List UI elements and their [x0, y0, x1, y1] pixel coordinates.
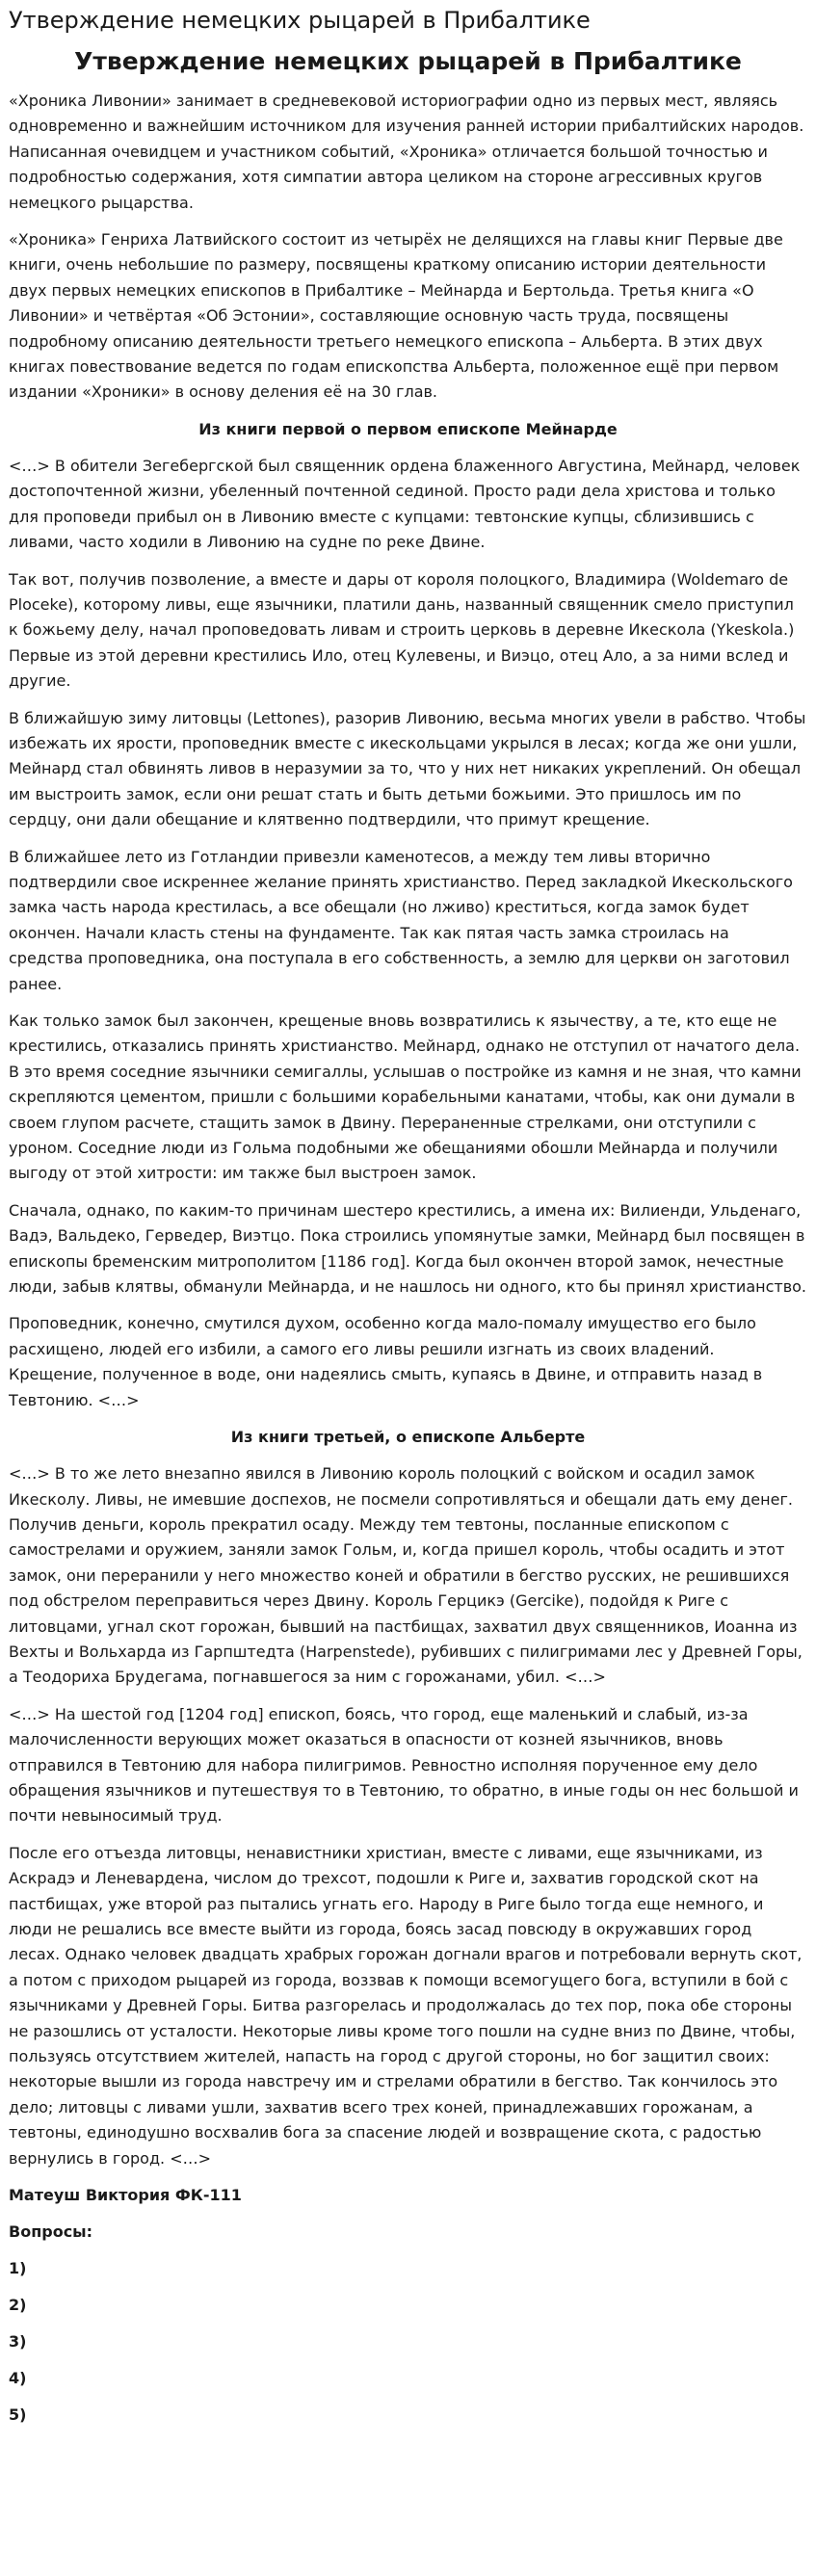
question-item: 2) [9, 2296, 27, 2315]
body-paragraph: После его отъезда литовцы, ненавистники христиан, вместе с ливами, еще язычниками, из Аскрадэ и Леневардена, числом до трехсот, подошли к Риге и, захватив городской скот на пастбищах, уже второй раз пытались угнать его. Народу в Риге было тогда еще немного, и люди не решались все вместе выйти из города, боясь засад повсюду в окружавших город лесах. Однако человек двадцать храбрых горожан догнали врагов и потребовали вернуть скот, а потом с приходом рыцарей из города, воззвав к помощи всемогущего бога, вступили в бой с язычниками у Древней Горы. Битва разгорелась и продолжалась до тех пор, пока обе стороны не разошлись от усталости. Некоторые ливы кроме того пошли на судне вниз по Двине, чтобы, пользуясь отсутствием жителей, напасть на город с другой стороны, но бог защитил своих: некоторые вышли из города навстречу им и стрелами обратили в бегство. Так кончилось это дело; литовцы с ливами ушли, захватив всего трех коней, принадлежавших горожанам, а тевтоны, единодушно восхвалив бога за спасение людей и возвращение скота, с радостью вернулись в город. <…> [9, 1843, 803, 2168]
author-line: Матеуш Виктория ФК-111 [9, 2186, 242, 2205]
section-heading-book-one: Из книги первой о первом епископе Мейнарде [198, 419, 618, 438]
body-paragraph: Сначала, однако, по каким-то причинам шестеро крестились, а имена их: Вилиенди, Ульденаго, Вадэ, Вальдеко, Герведер, Виэтцо. Пока строились упомянутые замки, Мейнард был посвящен в епископы бременским митрополитом [1186 год]. Когда был окончен второй замок, нечестные люди, забыв клятвы, обманули Мейнарда, и не нашлось ни одного, кто бы принял христианство. [9, 1200, 807, 1297]
body-paragraph: В ближайшую зиму литовцы (Lettones), разорив Ливонию, весьма многих увели в рабство. Чтобы избежать их ярости, проповедник вместе с икескольцами укрылся в лесах; когда же они ушли, Мейнард стал обвинять ливов в неразумии за то, что у них нет никаких укреплений. Он обещал им выстроить замок, если они решат стать и быть детьми божьими. Это пришлось им по сердцу, они дали обещание и клятвенно подтвердили, что примут крещение. [9, 708, 806, 829]
body-paragraph: Как только замок был закончен, крещеные вновь возвратились к язычеству, а те, кто еще не крестились, отказались принять христианство. Мейнард, однако не отступил от начатого дела. В это время соседние язычники семигаллы, услышав о постройке из камня и не зная, что камни скрепляются цементом, пришли с большими корабельными канатами, чтобы, как они думали в своем глупом расчете, стащить замок в Двину. Перераненные стрелками, они отступили с уроном. Соседние люди из Гольма подобными же обещаниями обошли Мейнарда и получили выгоду от этой хитрости: им также был выстроен замок. [9, 1012, 802, 1183]
question-item: 4) [9, 2369, 27, 2388]
question-item: 1) [9, 2259, 27, 2278]
question-item: 5) [9, 2405, 27, 2425]
window-title: Утверждение немецких рыцарей в Прибалтике [9, 7, 591, 34]
intro-paragraph: «Хроника» Генриха Латвийского состоит из четырёх не делящихся на главы книг Первые две книги, очень небольшие по размеру, посвящены краткому описанию истории деятельности двух первых немецких епископов в Прибалтике – Мейнарда и Бертольда. Третья книга «О Ливонии» и четвёртая «Об Эстонии», составляющие основную часть труда, посвящены подробному описанию деятельности третьего немецкого епископа – Альберта. В этих двух книгах повествование ведется по годам епископства Альберта, положенное ещё при первом издании «Хроники» в основу деления её на 30 глав. [9, 230, 783, 402]
body-paragraph: <…> В то же лето внезапно явился в Ливонию король полоцкий с войском и осадил замок Икесколу. Ливы, не имевшие доспехов, не посмели сопротивляться и обещали дать ему денег. Получив деньги, король прекратил осаду. Между тем тевтоны, посланные епископом с самострелами и оружием, заняли замок Гольм, и, когда пришел король, чтобы осадить и этот замок, они переранили у него множество коней и обратили в бегство русских, не решившихся под обстрелом переправиться через Двину. Король Герцикэ (Gercike), подойдя к Риге с литовцами, угнал скот горожан, бывший на пастбищах, захватил двух священников, Иоанна из Вехты и Вольхарда из Гарпштедта (Harpenstede), рубивших с пилигримами лес у Древней Горы, а Теодориха Брудегама, погнавшегося за ним с горожанами, убил. <…> [9, 1464, 803, 1687]
questions-list [9, 2256, 807, 2428]
body-paragraph: Так вот, получив позволение, а вместе и дары от короля полоцкого, Владимира (Woldemaro de Ploceke), которому ливы, еще язычники, платили дань, названный священник смело приступил к божьему делу, начал проповедовать ливам и строить церковь в деревне Икескола (Ykeskola.) Первые из этой деревни крестились Ило, отец Кулевены, и Виэцо, отец Ало, а за ними вслед и другие. [9, 569, 795, 691]
body-paragraph: <…> На шестой год [1204 год] епископ, боясь, что город, еще маленький и слабый, из-за малочисленности верующих может оказаться в опасности от козней язычников, вновь отправился в Тевтонию для набора пилигримов. Ревностно исполняя порученное ему дело обращения язычников и путешествуя то в Тевтонию, то обратно, в иные годы он нес большой и почти невыносимый труд. [9, 1704, 799, 1826]
question-item: 3) [9, 2332, 27, 2352]
body-paragraph: <…> В обители Зегебергской был священник ордена блаженного Августина, Мейнард, человек достопочтенной жизни, убеленный почтенной сединой. Просто ради дела христова и только для проповеди прибыл он в Ливонию вместе с купцами: тевтонские купцы, сблизившись с ливами, часто ходили в Ливонию на судне по реке Двине. [9, 456, 801, 552]
body-paragraph: Проповедник, конечно, смутился духом, особенно когда мало-помалу имущество его было расхищено, людей его избили, а самого его ливы решили изгнать из своих владений. Крещение, полученное в воде, они надеялись смыть, купаясь в Двине, и отправить назад в Тевтонию. <…> [9, 1314, 763, 1409]
intro-paragraph: «Хроника Ливонии» занимает в средневековой историографии одно из первых мест, являясь одновременно и важнейшим источником для изучения ранней истории прибалтийских народов. Написанная очевидцем и участником событий, «Хроника» отличается большой точностью и подробностью содержания, хотя симпатии автора целиком на стороне агрессивных кругов немецкого рыцарства. [9, 92, 804, 212]
questions-label: Вопросы: [9, 2222, 93, 2242]
document-title: Утверждение немецких рыцарей в Прибалтике [74, 47, 742, 75]
body-paragraph: В ближайшее лето из Готландии привезли каменотесов, а между тем ливы вторично подтвердили свое искреннее желание принять христианство. Перед закладкой Икескольского замка часть народа крестилась, а все обещали (но лживо) креститься, когда замок будет окончен. Начали класть стены на фундаменте. Так как пятая часть замка строилась на средства проповедника, она поступала в его собственность, а землю для церкви он заготовил ранее. [9, 847, 793, 993]
section-heading-book-three: Из книги третьей, о епископе Альберте [230, 1428, 586, 1447]
